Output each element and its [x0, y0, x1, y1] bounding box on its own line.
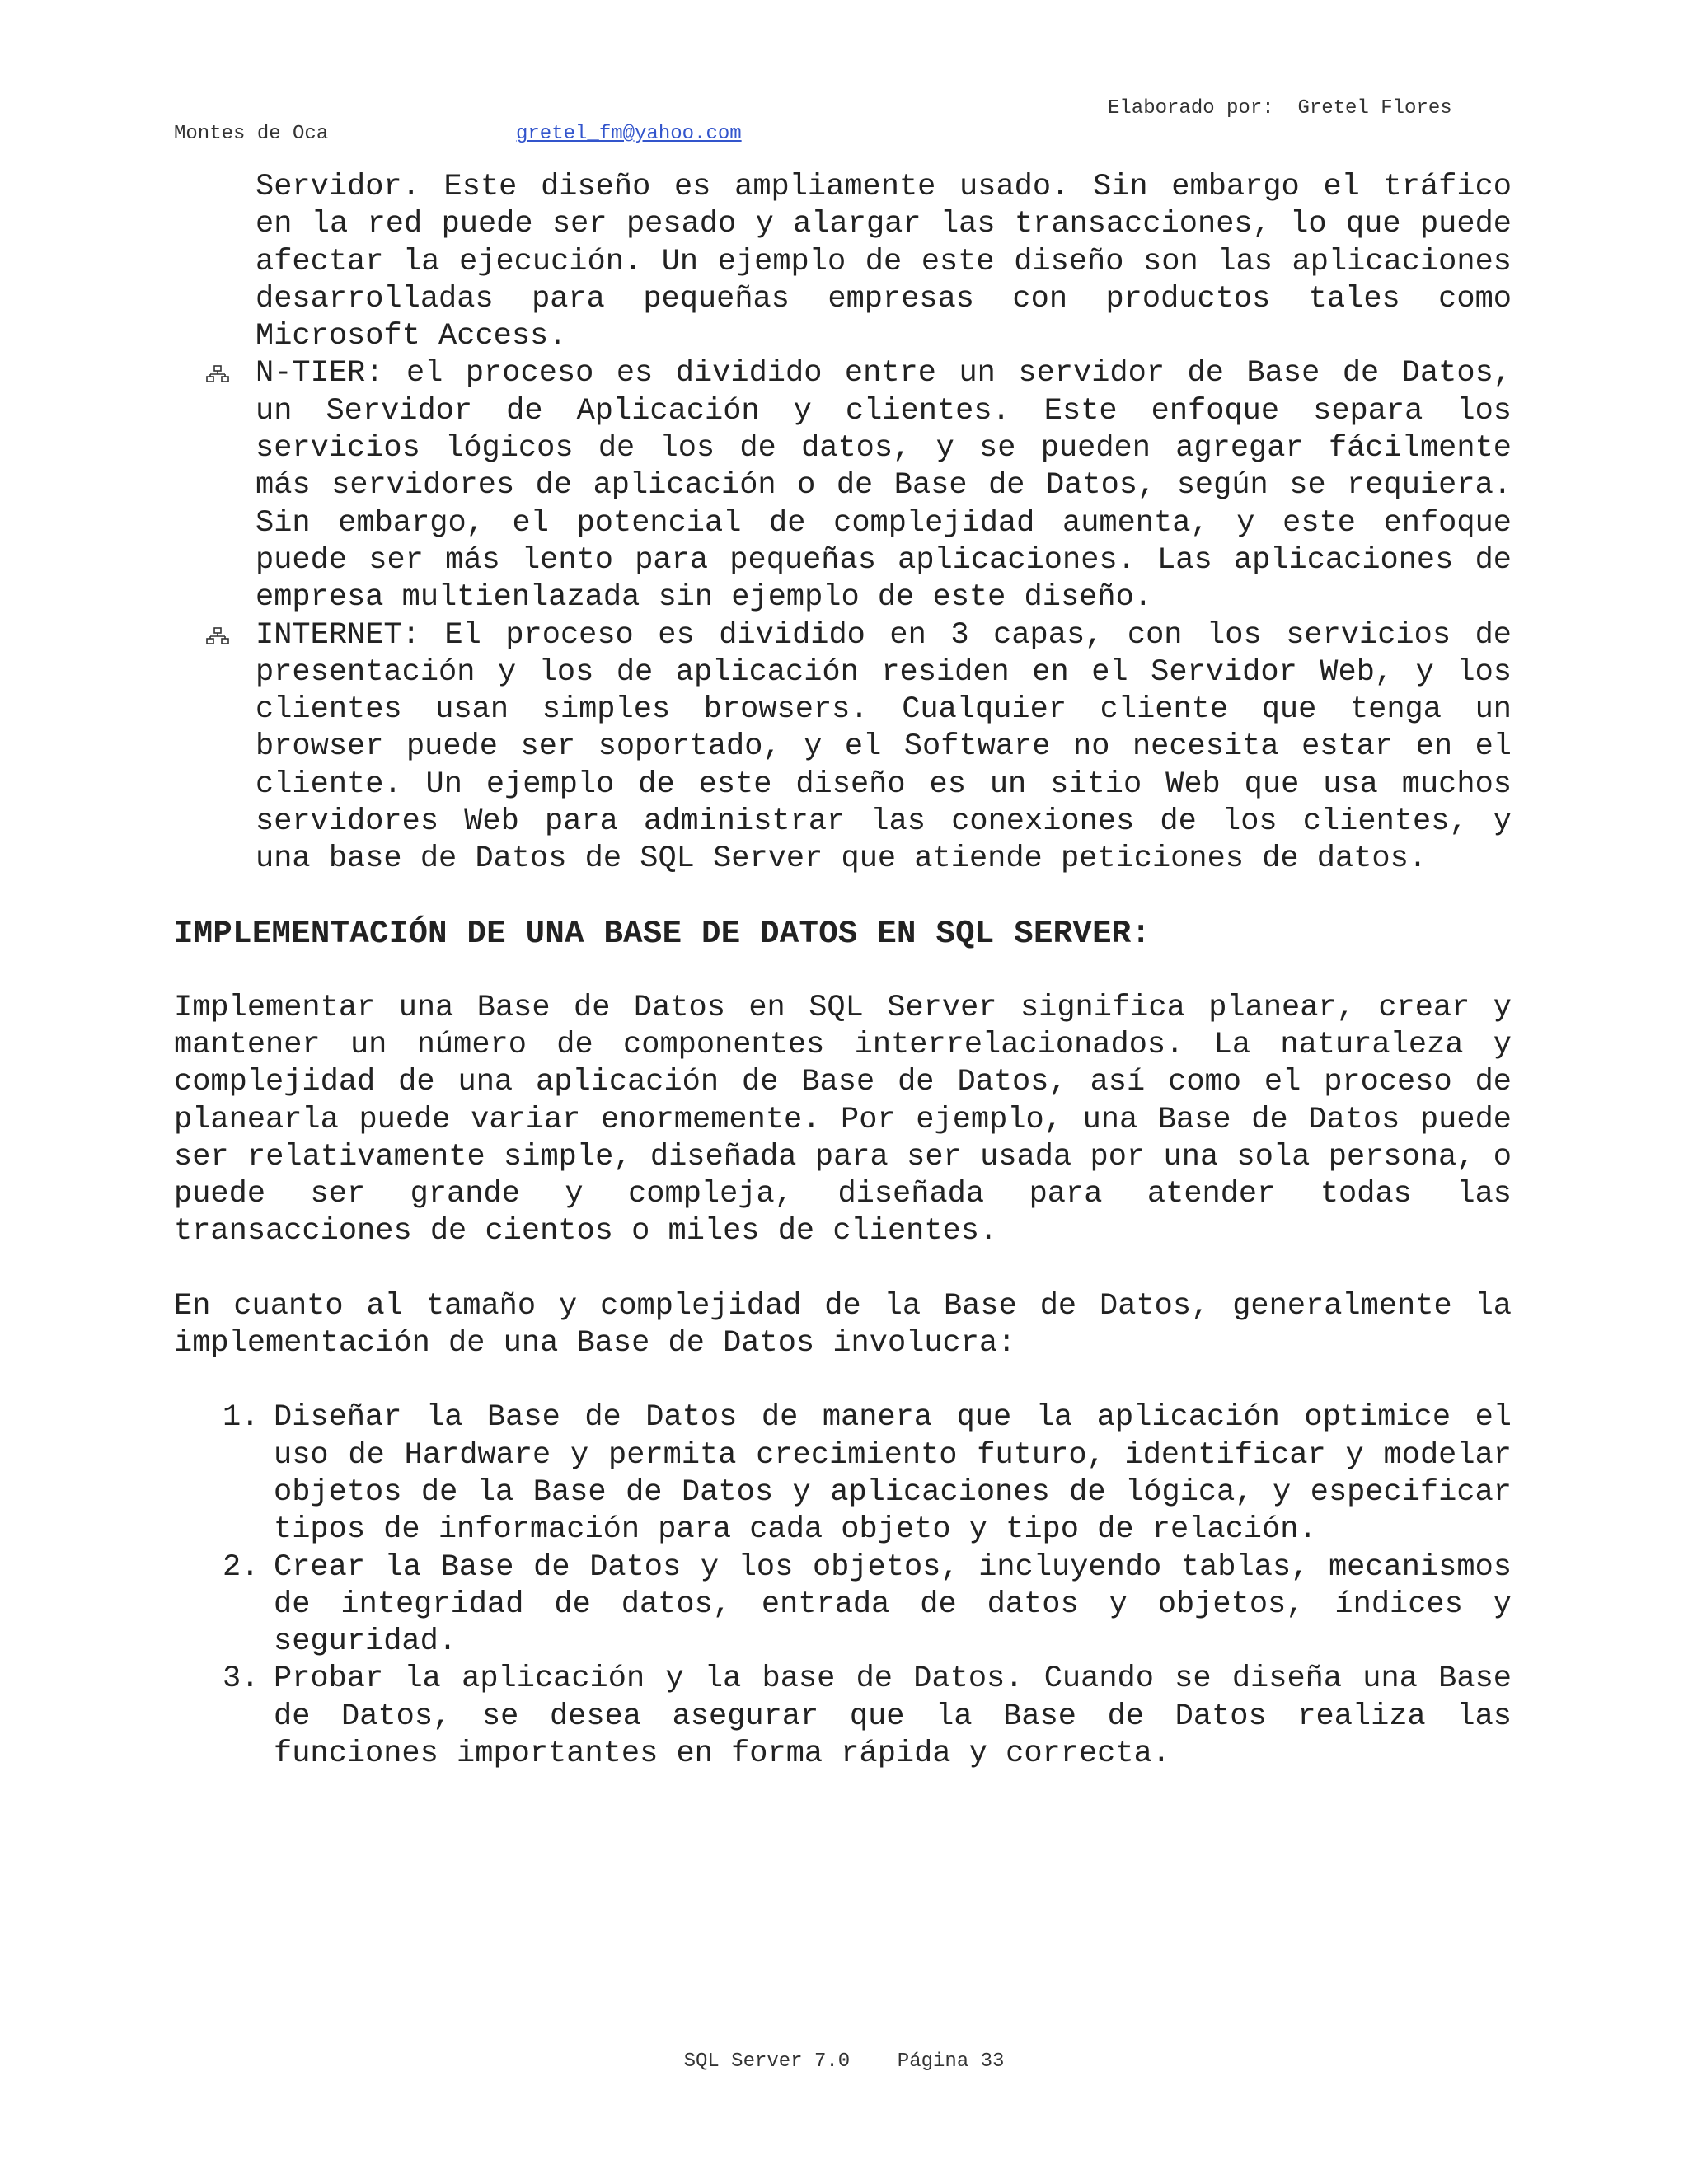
continued-paragraph: Servidor. Este diseño es ampliamente usado. Sin embargo el tráfico en la red puede ser pesado y alargar las transacciones, lo que puede afectar la ejecución. Un ejemplo de este diseño son las aplicaciones desarrolladas para pequeñas empresas con productos tales como Microsoft Access.: [256, 170, 1512, 354]
list-item-text: Probar la aplicación y la base de Datos. Cuando se diseña una Base de Datos, se desea asegurar que la Base de Datos realiza las funciones importantes en forma rápida y correcta.: [274, 1661, 1512, 1771]
list-item-text: Diseñar la Base de Datos de manera que la aplicación optimice el uso de Hardware y permita crecimiento futuro, identificar y modelar objetos de la Base de Datos y aplicaciones de lógica, y especificar tipos de información para cada objeto y tipo de relación.: [274, 1400, 1512, 1548]
page-footer: SQL Server 7.0 Página 33: [683, 2050, 1005, 2073]
page-content: [174, 169, 1512, 1773]
paragraph-intro: Implementar una Base de Datos en SQL Server significa planear, crear y mantener un número de componentes interrelacionados. La naturaleza y complejidad de una aplicación de Base de Datos, así como el proceso de planearla puede variar enormemente. Por ejemplo, una Base de Datos puede ser relativamente simple, diseñada para ser usada por una sola persona, o puede ser grande y compleja, diseñada para atender todas las transacciones de cientos o miles de clientes.: [174, 990, 1512, 1249]
list-item: [223, 1661, 1512, 1773]
list-item: [223, 1399, 1512, 1549]
header-author: Elaborado por: Gretel Flores: [1108, 97, 1452, 120]
bullet-text: N-TIER: el proceso es dividido entre un servidor de Base de Datos, un Servidor de Aplicación y clientes. Este enfoque separa los servicios lógicos de los de datos, y se pueden agregar fácilmente más servidores de aplicación o de Base de Datos, según se requiera. Sin embargo, el potencial de complejidad aumenta, y este enfoque puede ser más lento para pequeñas aplicaciones. Las aplicaciones de empresa multienlazada sin ejemplo de este diseño.: [256, 356, 1512, 616]
network-icon: [206, 365, 229, 383]
list-item-text: Crear la Base de Datos y los objetos, incluyendo tablas, mecanismos de integridad de datos, entrada de datos y objetos, índices y seguridad.: [274, 1549, 1512, 1660]
bullet-item-ntier: [256, 355, 1512, 616]
paragraph-involves: En cuanto al tamaño y complejidad de la Base de Datos, generalmente la implementación de una Base de Datos involucra:: [174, 1288, 1512, 1361]
list-item-number: 3.: [223, 1661, 260, 1697]
section-heading: IMPLEMENTACIÓN DE UNA BASE DE DATOS EN SQL SERVER:: [174, 915, 1151, 952]
bullet-text: INTERNET: El proceso es dividido en 3 capas, con los servicios de presentación y los de aplicación residen en el Servidor Web, y los clientes usan simples browsers. Cualquier cliente que tenga un browser puede ser soportado, y el Software no necesita estar en el cliente. Un ejemplo de este diseño es un sitio Web que usa muchos servidores Web para administrar las conexiones de los clientes, y una base de Datos de SQL Server que atiende peticiones de datos.: [256, 617, 1512, 877]
list-item-number: 2.: [223, 1549, 260, 1585]
bullet-item-internet: [256, 617, 1512, 879]
list-item-number: 1.: [223, 1400, 260, 1436]
network-icon: [206, 627, 229, 645]
header-author-continued: Montes de Oca: [174, 123, 329, 145]
header-email-link[interactable]: gretel_fm@yahoo.com: [516, 123, 742, 145]
list-item: [223, 1549, 1512, 1661]
numbered-list: [174, 1399, 1512, 1773]
